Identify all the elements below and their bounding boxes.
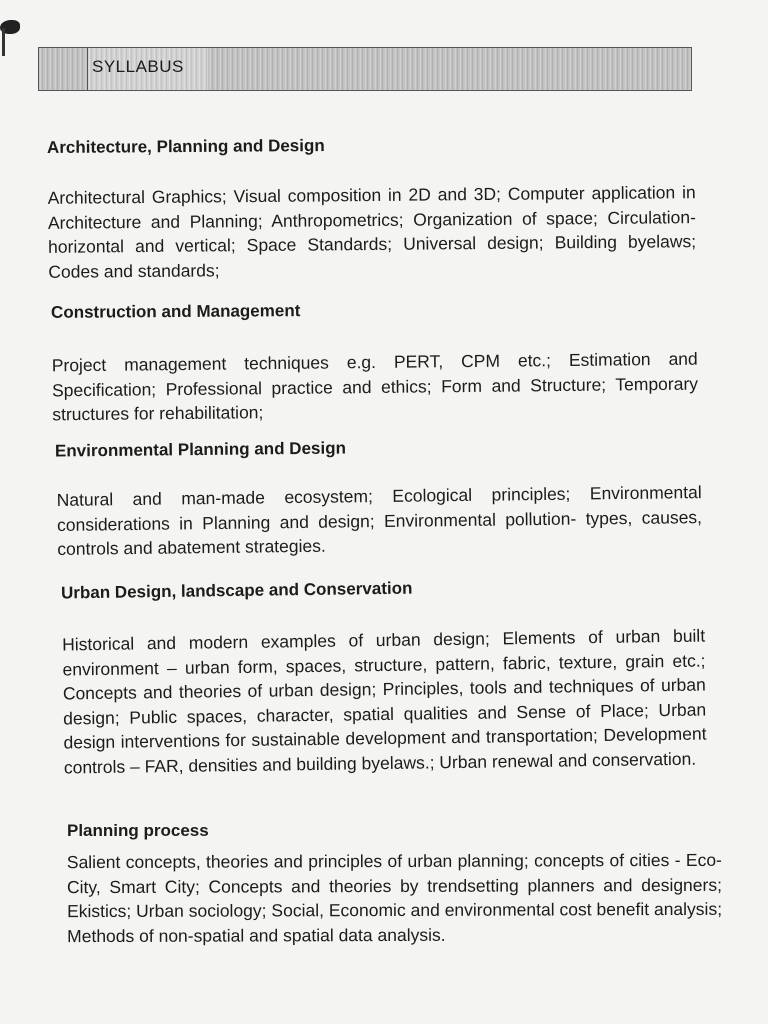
page-title: SYLLABUS <box>92 57 184 76</box>
section-body-architecture: Architectural Graphics; Visual composition in 2D and 3D; Computer application in Architecture and Planning; Anthropometrics; Organization of space; Circulation- horizontal and vertical; Space Standards; Universal design; Building byelaws; Codes and standards; <box>47 182 697 282</box>
section-body-urban-design: Historical and modern examples of urban design; Elements of urban built environment – urban form, spaces, structure, pattern, fabric, texture, grain etc.; Concepts and theories of urban design; Principles, tools and techniques of urban design; Public spaces, character, spatial qualities and Sense of Place; Urban design interventions for sustainable development and transportation; Development controls – FAR, densities and building byelaws.; Urban renewal and conservation. <box>62 625 707 777</box>
section-body-planning-process: Salient concepts, theories and principles of urban planning; concepts of cities - Eco-City, Smart City; Concepts and theories by trendsetting planners and designers; Ekistics; Urban sociology; Social, Economic and environmental cost benefit analysis; Methods of non-spatial and spatial data analysis. <box>66 849 723 946</box>
ink-mark <box>2 28 5 56</box>
section-heading-urban-design: Urban Design, landscape and Conservation <box>60 578 413 603</box>
section-heading-construction: Construction and Management <box>50 301 301 322</box>
section-heading-architecture: Architecture, Planning and Design <box>46 136 325 157</box>
section-body-construction: Project management techniques e.g. PERT, CPM etc.; Estimation and Specification; Professional practice and ethics; Form and Structure; Temporary structures for rehabilitation; <box>51 348 699 425</box>
section-heading-planning-process: Planning process <box>67 821 209 840</box>
section-heading-environmental: Environmental Planning and Design <box>54 438 347 461</box>
section-body-environmental: Natural and man-made ecosystem; Ecological principles; Environmental considerations in Planning and design; Environmental pollution- types, causes, controls and abatement strategies. <box>56 482 703 559</box>
